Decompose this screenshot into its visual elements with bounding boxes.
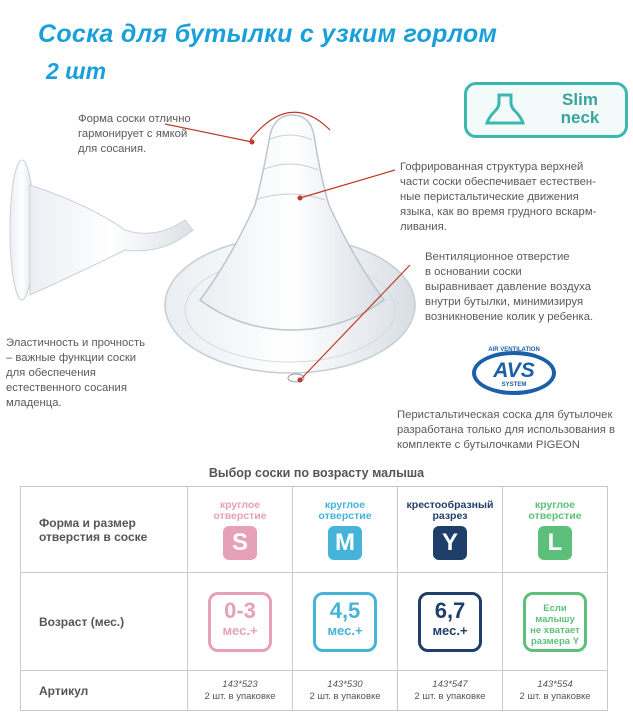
row-label-shape: Форма и размер отверстия в соске [21, 487, 188, 573]
side-nipple-image [10, 160, 193, 300]
note-vent: Вентиляционное отверстие в основании соски выравнивает давление воздуха внутри бутылки, минимизируя возникновение колик у ребенка. [425, 251, 594, 323]
badge-line1: Slim [562, 90, 598, 109]
article-cell: 143*547 2 шт. в упаковке [398, 671, 503, 711]
page-subtitle: 2 шт [46, 58, 107, 84]
age-cell [188, 573, 293, 671]
avs-top-text: AIR VENTILATION [488, 347, 540, 353]
hole-type: круглое отверстие [528, 498, 582, 522]
page-title: Соска для бутылки с узким горлом [38, 20, 498, 48]
hole-type: круглое отверстие [318, 498, 372, 522]
note-shape: Форма соски отлично гармонирует с ямкой для сосания. [78, 113, 191, 155]
article-cell: 143*530 2 шт. в упаковке [293, 671, 398, 711]
hole-type: круглое отверстие [213, 498, 267, 522]
table-row [21, 487, 608, 573]
size-letter: M [328, 526, 362, 560]
avs-main-text: AVS [493, 359, 535, 382]
age-box: Если малышу не хватает размера Y [523, 592, 587, 652]
table-title: Выбор соски по возрасту малыша [208, 466, 425, 480]
hole-type: крестообразный разрез [406, 498, 494, 522]
shape-cell [398, 487, 503, 573]
age-cell [398, 573, 503, 671]
size-letter: L [538, 526, 572, 560]
row-label-article: Артикул [21, 671, 188, 711]
size-letter: Y [433, 526, 467, 560]
age-box: 6,7 мес.+ [418, 592, 482, 652]
badge-line2: neck [560, 108, 600, 127]
shape-cell [293, 487, 398, 573]
note-peristaltic: Перистальтическая соска для бутылочек разработана только для использования в комплекте с бутылочками PIGEON [397, 409, 616, 451]
avs-bottom-text: SYSTEM [501, 382, 527, 388]
note-corrugated: Гофрированная структура верхней части соски обеспечивает естествен- ные перистальтические движения языка, как во время грудного вскарм- ливания. [400, 161, 597, 233]
shape-cell [503, 487, 608, 573]
article-cell: 143*554 2 шт. в упаковке [503, 671, 608, 711]
age-box: 4,5 мес.+ [313, 592, 377, 652]
avs-logo [468, 345, 560, 397]
table-row [21, 573, 608, 671]
age-cell [503, 573, 608, 671]
size-letter: S [223, 526, 257, 560]
age-cell [293, 573, 398, 671]
shape-cell [188, 487, 293, 573]
nipple-size-table [20, 486, 608, 711]
table-row [21, 671, 608, 711]
note-elastic: Эластичность и прочность – важные функции соски для обеспечения естественного сосания младенца. [6, 337, 146, 409]
row-label-age: Возраст (мес.) [21, 573, 188, 671]
article-cell: 143*523 2 шт. в упаковке [188, 671, 293, 711]
age-box: 0-3 мес.+ [208, 592, 272, 652]
